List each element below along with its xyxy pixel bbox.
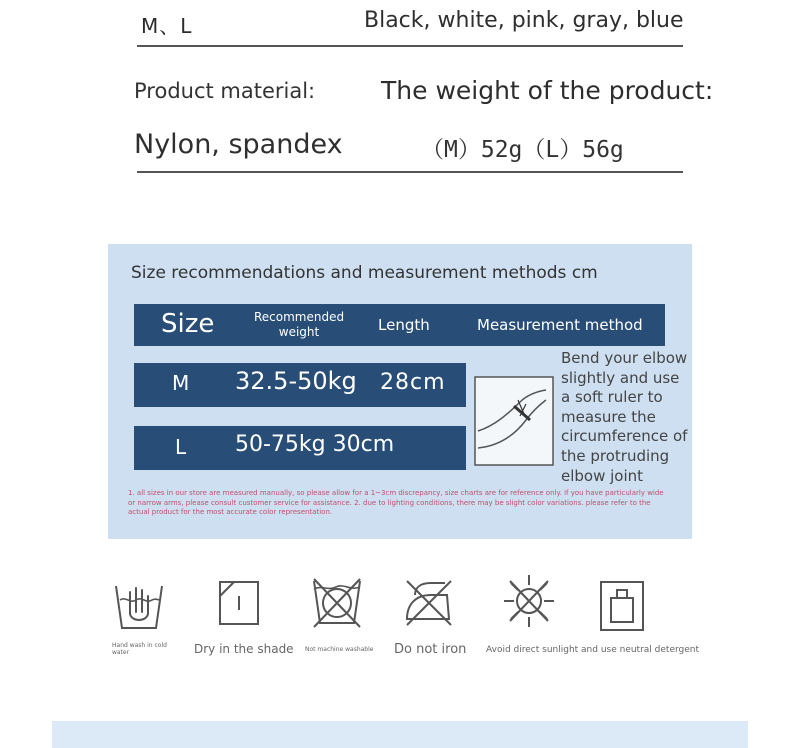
row-size: M [172,371,190,395]
divider [137,171,683,173]
weight-label: The weight of the product: [381,76,714,105]
weight-value: （M）52g（L）56g [421,137,624,163]
dry-in-shade-icon [212,578,266,634]
row-length: 28cm [380,370,446,395]
header-size: Size [161,309,215,339]
care-label: Dry in the shade [194,642,294,656]
no-machine-wash-icon [310,575,364,631]
size-panel-title: Size recommendations and measurement methods cm [131,263,598,283]
care-label: Not machine washable [305,646,374,653]
bottom-banner [52,721,748,748]
do-not-iron-icon [401,575,455,631]
divider [137,45,683,47]
neutral-detergent-icon [595,578,649,634]
measurement-method-text: Bend your elbow slightly and use a soft ruler to measure the circumference of the protruding elbow joint [561,349,688,485]
hand-wash-icon [112,578,166,634]
no-sunlight-icon [502,573,556,629]
material-label: Product material: [134,79,316,103]
care-label: Hand wash in cold water [112,642,167,656]
row-weight: 32.5-50kg [235,367,357,395]
care-label: Do not iron [394,642,467,657]
header-recommended-weight: Recommended weight [254,310,345,339]
header-measurement-method: Measurement method [477,316,643,334]
color-options: Black, white, pink, gray, blue [364,8,684,33]
row-weight-length: 50-75kg 30cm [235,432,395,457]
size-options: M、L [141,14,193,38]
size-footnote: 1. all sizes in our store are measured manually, so please allow for a 1~3cm discrepancy, size charts are for reference only. if you have particularly wide or narrow arms, please consult customer service for assistance. 2. due to lighting conditions, there may be slight color variations. please refer to the actual product for the most accurate color representation. [128,489,664,516]
material-value: Nylon, spandex [134,129,343,160]
care-label: Avoid direct sunlight and use neutral detergent [486,645,700,655]
row-size: L [175,435,187,459]
header-length: Length [378,316,430,334]
elbow-measure-illustration [474,376,554,466]
